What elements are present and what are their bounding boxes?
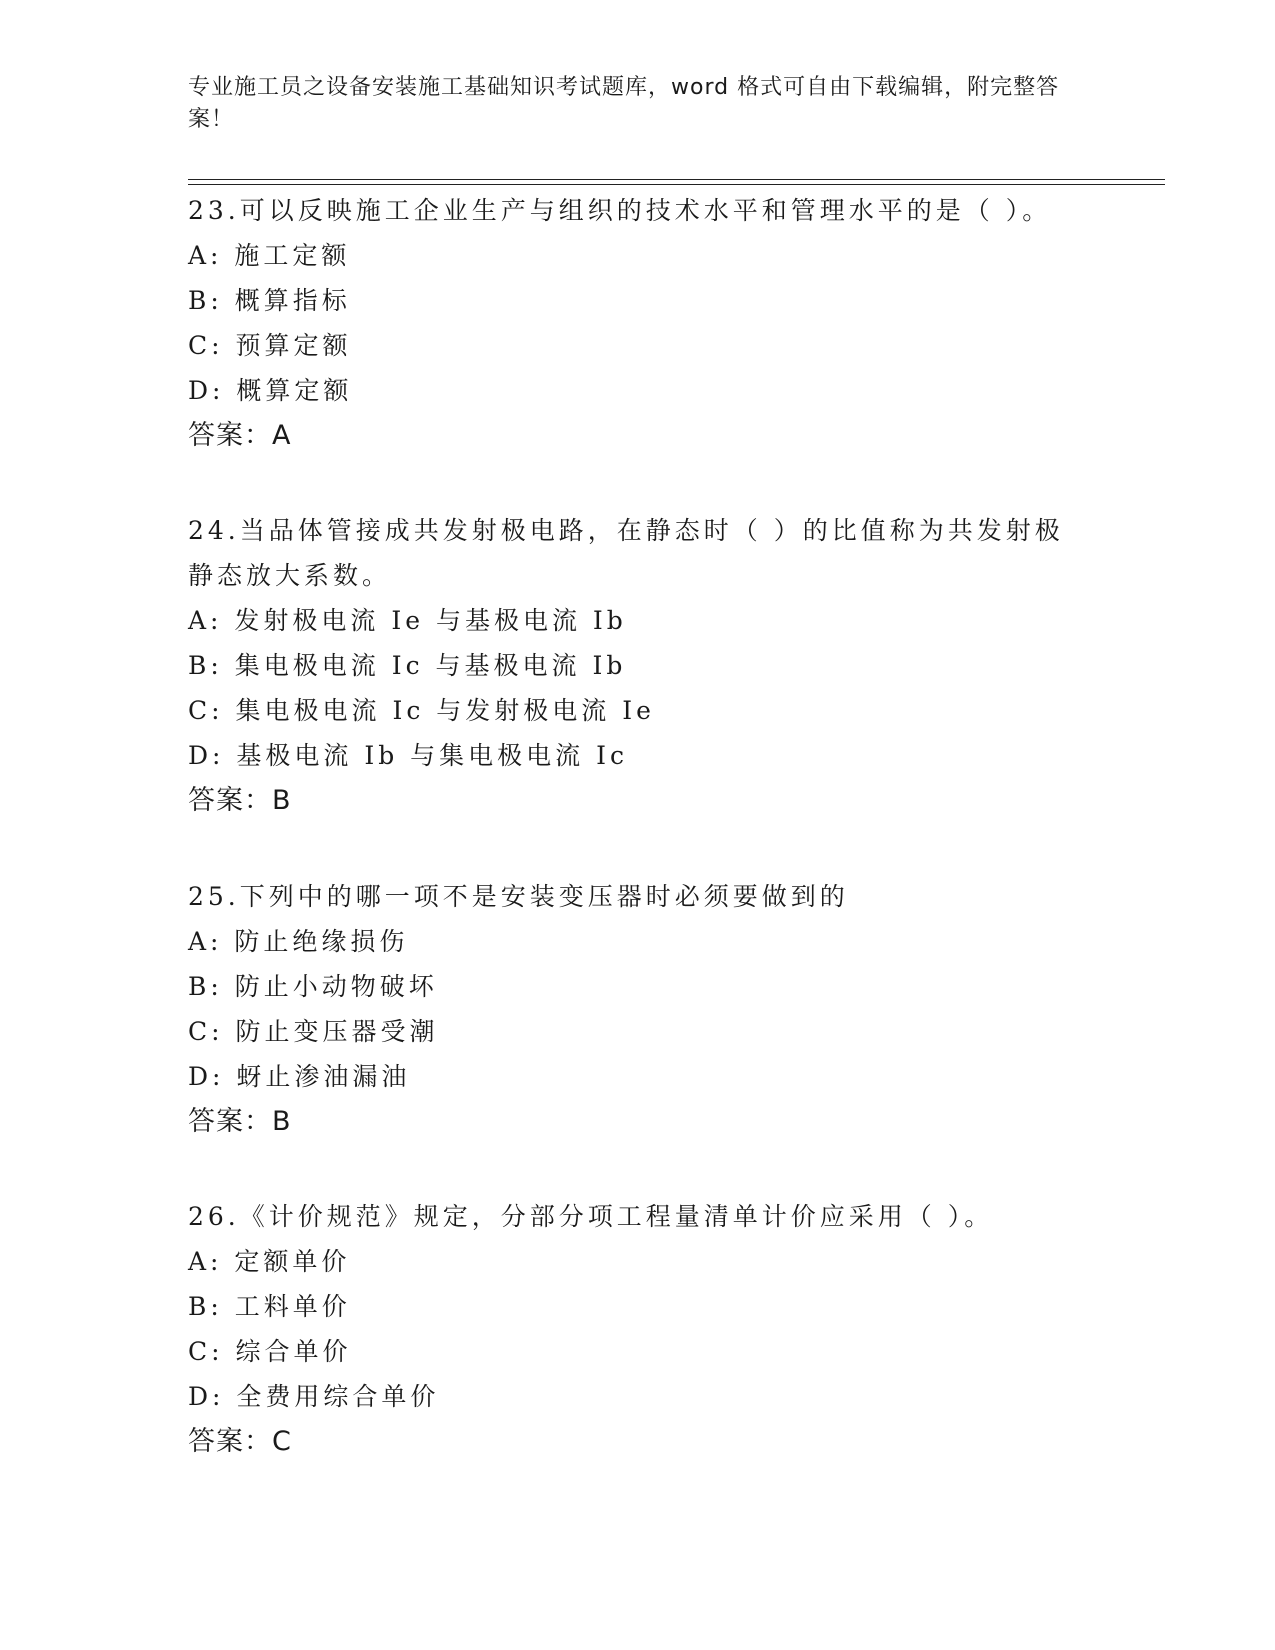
- question-stem: 25.下列中的哪一项不是安装变压器时必须要做到的: [188, 882, 849, 911]
- question-stem: 23.可以反映施工企业生产与组织的技术水平和管理水平的是（ ）。: [188, 196, 1052, 225]
- header-divider-top: [188, 179, 1165, 180]
- option-d: D: 蚜止渗油漏油: [188, 1062, 411, 1091]
- option-c: C: 集电极电流 Ic 与发射极电流 Ie: [188, 696, 655, 725]
- answer: 答案：C: [188, 1426, 292, 1457]
- option-d: D: 概算定额: [188, 376, 353, 405]
- question-stem: 26.《计价规范》规定，分部分项工程量清单计价应采用（ ）。: [188, 1202, 994, 1231]
- answer: 答案：B: [188, 1106, 292, 1137]
- question-23: [188, 188, 1088, 459]
- option-b: B: 概算指标: [188, 286, 351, 315]
- option-a: A: 定额单价: [188, 1247, 351, 1276]
- option-a: A: 防止绝缘损伤: [188, 927, 409, 956]
- answer: 答案：B: [188, 785, 292, 816]
- question-26: [188, 1194, 1088, 1465]
- option-c: C: 防止变压器受潮: [188, 1017, 439, 1046]
- option-b: B: 防止小动物破坏: [188, 972, 438, 1001]
- document-header: 专业施工员之设备安装施工基础知识考试题库，word 格式可自由下载编辑，附完整答案！: [188, 75, 1060, 132]
- answer: 答案：A: [188, 420, 292, 451]
- option-a: A: 施工定额: [188, 241, 351, 270]
- header-divider-bottom: [188, 184, 1165, 185]
- option-b: B: 工料单价: [188, 1292, 351, 1321]
- option-d: D: 全费用综合单价: [188, 1382, 440, 1411]
- option-c: C: 综合单价: [188, 1337, 352, 1366]
- question-25: [188, 874, 1088, 1145]
- option-b: B: 集电极电流 Ic 与基极电流 Ib: [188, 651, 627, 680]
- option-a: A: 发射极电流 Ie 与基极电流 Ib: [188, 606, 627, 635]
- question-24: [188, 508, 1088, 824]
- option-d: D: 基极电流 Ib 与集电极电流 Ic: [188, 741, 629, 770]
- option-c: C: 预算定额: [188, 331, 352, 360]
- question-stem: 24.当品体管接成共发射极电路，在静态时（ ）的比值称为共发射极静态放大系数。: [188, 516, 1064, 590]
